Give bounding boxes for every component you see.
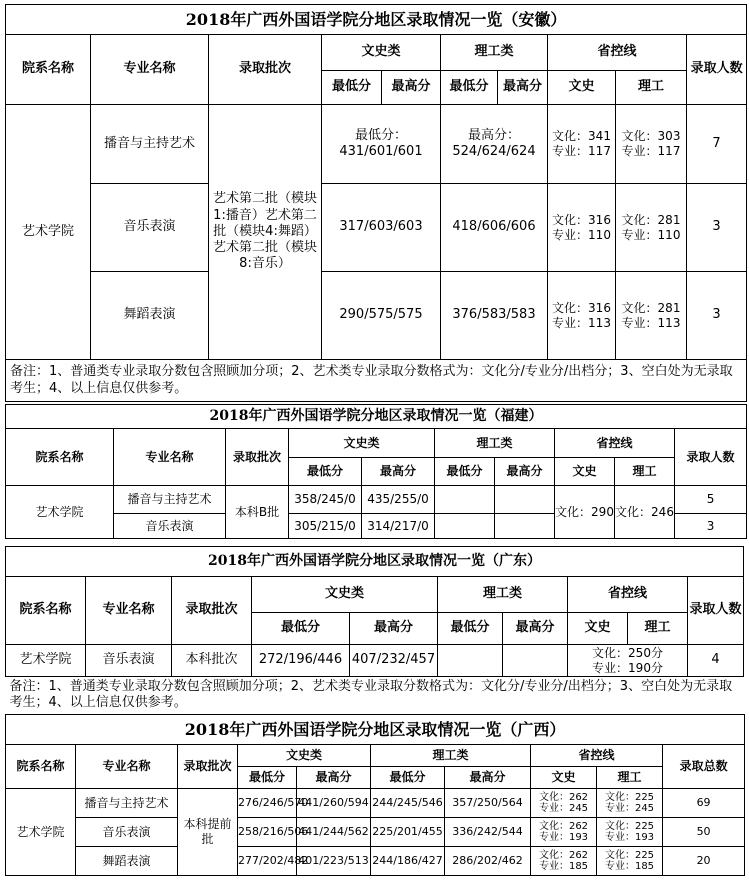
batch-cell: 本科B批 [226, 486, 289, 539]
ctrl-sci-cell: 文化：281 专业：110 [616, 184, 687, 272]
table-row [6, 486, 747, 514]
batch-cell: 本科批次 [172, 645, 252, 677]
header-batch: 录取批次 [172, 577, 252, 645]
count-cell: 20 [663, 847, 745, 876]
header-sci-min: 最低分 [441, 71, 498, 105]
arts-min-cell: 276/246/570 [238, 789, 297, 818]
table-guangxi [5, 714, 745, 876]
ctrl-arts-cell: 文化：341 专业：117 [548, 105, 616, 184]
ctrl-sci-cell: 文化：225 专业：185 [597, 847, 663, 876]
arts-max-cell: 435/255/0 [362, 486, 435, 514]
major-cell: 舞蹈表演 [76, 847, 178, 876]
table-anhui [5, 4, 747, 402]
header-sci-max: 最高分 [445, 767, 531, 789]
ctrl-sci-cell: 文化：225 专业：193 [597, 818, 663, 847]
header-sci-max: 最高分 [503, 613, 568, 645]
ctrl-arts-cell: 文化：316 专业：110 [548, 184, 616, 272]
header-arts-max: 最高分 [297, 767, 371, 789]
header-major: 专业名称 [114, 429, 226, 486]
table-fujian [5, 404, 747, 539]
sci-min-cell [438, 645, 503, 677]
footnote: 备注：1、普通类专业录取分数包含照顾加分项；2、艺术类专业录取分数格式为：文化分/专业分/出档分；3、空白处为无录取考生；4、以上信息仅供参考。 [9, 678, 733, 710]
count-cell: 3 [675, 514, 747, 539]
ctrl-arts-cell: 文化：262 专业：193 [531, 818, 597, 847]
header-batch: 录取批次 [226, 429, 289, 486]
ctrl-sci-cell: 文化：303 专业：117 [616, 105, 687, 184]
header-arts-max: 最高分 [362, 458, 435, 486]
arts-max-cell: 401/223/513 [297, 847, 371, 876]
table-title: 2018年广西外国语学院分地区录取情况一览（广东） [6, 547, 744, 577]
header-count: 录取人数 [688, 577, 744, 645]
arts-score-cell: 290/575/575 [322, 272, 441, 360]
ctrl-arts-cell: 文化：316 专业：113 [548, 272, 616, 360]
count-cell: 3 [687, 184, 747, 272]
header-count: 录取总数 [663, 745, 745, 789]
table-title: 2018年广西外国语学院分地区录取情况一览（安徽） [6, 5, 747, 35]
ctrl-sci-cell: 文化：225 专业：245 [597, 789, 663, 818]
header-ctrl-sci: 理工 [628, 613, 688, 645]
dept-cell: 艺术学院 [6, 789, 76, 876]
header-sci-max: 最高分 [498, 71, 548, 105]
sci-score-cell: 最高分：524/624/624 [441, 105, 548, 184]
header-major: 专业名称 [86, 577, 172, 645]
header-control-line: 省控线 [568, 577, 688, 613]
sci-max-cell: 286/202/462 [445, 847, 531, 876]
major-cell: 播音与主持艺术 [91, 105, 209, 184]
dept-cell: 艺术学院 [6, 486, 114, 539]
arts-max-cell: 407/232/457 [350, 645, 438, 677]
major-cell: 舞蹈表演 [91, 272, 209, 360]
header-major: 专业名称 [76, 745, 178, 789]
sci-min-cell: 244/186/427 [371, 847, 445, 876]
sci-score-cell: 376/583/583 [441, 272, 548, 360]
header-ctrl-sci: 理工 [615, 458, 675, 486]
arts-score-cell: 317/603/603 [322, 184, 441, 272]
sci-max-cell [503, 645, 568, 677]
header-arts: 文史类 [289, 429, 435, 458]
table-row [6, 847, 745, 876]
ctrl-merged-cell: 文化：250分 专业：190分 [568, 645, 688, 677]
major-cell: 音乐表演 [114, 514, 226, 539]
major-cell: 播音与主持艺术 [76, 789, 178, 818]
header-control-line: 省控线 [531, 745, 663, 767]
ctrl-arts-cell: 文化：290 [555, 486, 615, 539]
header-dept: 院系名称 [6, 429, 114, 486]
header-ctrl-sci: 理工 [597, 767, 663, 789]
count-cell: 69 [663, 789, 745, 818]
header-sci: 理工类 [371, 745, 531, 767]
major-cell: 播音与主持艺术 [114, 486, 226, 514]
footnote: 备注：1、普通类专业录取分数包含照顾加分项；2、艺术类专业录取分数格式为：文化分/专业分/出档分；3、空白处为无录取考生；4、以上信息仅供参考。 [6, 360, 747, 402]
header-batch: 录取批次 [178, 745, 238, 789]
header-count: 录取人数 [675, 429, 747, 486]
sci-score-cell: 418/606/606 [441, 184, 548, 272]
sci-max-cell [495, 514, 555, 539]
header-batch: 录取批次 [209, 35, 322, 105]
header-sci-max: 最高分 [495, 458, 555, 486]
ctrl-sci-cell: 文化：246 [615, 486, 675, 539]
header-ctrl-sci: 理工 [616, 71, 687, 105]
sci-min-cell: 225/201/455 [371, 818, 445, 847]
arts-min-cell: 258/216/506 [238, 818, 297, 847]
header-arts-min: 最低分 [322, 71, 382, 105]
header-sci-min: 最低分 [435, 458, 495, 486]
ctrl-arts-cell: 文化：262 专业：245 [531, 789, 597, 818]
header-sci: 理工类 [435, 429, 555, 458]
batch-cell: 本科提前批 [178, 789, 238, 876]
table-row [6, 645, 744, 677]
header-control-line: 省控线 [548, 35, 687, 71]
sci-max-cell [495, 486, 555, 514]
major-cell: 音乐表演 [86, 645, 172, 677]
header-sci: 理工类 [441, 35, 548, 71]
count-cell: 7 [687, 105, 747, 184]
sci-min-cell [435, 486, 495, 514]
dept-cell: 艺术学院 [6, 645, 86, 677]
header-control-line: 省控线 [555, 429, 675, 458]
major-cell: 音乐表演 [76, 818, 178, 847]
header-arts: 文史类 [252, 577, 438, 613]
table-row [6, 184, 747, 272]
dept-cell: 艺术学院 [6, 105, 91, 360]
table-row [6, 818, 745, 847]
count-cell: 5 [675, 486, 747, 514]
header-dept: 院系名称 [6, 35, 91, 105]
arts-min-cell: 277/202/482 [238, 847, 297, 876]
header-ctrl-arts: 文史 [531, 767, 597, 789]
table-row [6, 789, 745, 818]
sci-min-cell: 244/245/546 [371, 789, 445, 818]
table-guangdong [5, 546, 744, 713]
arts-min-cell: 272/196/446 [252, 645, 350, 677]
arts-min-cell: 358/245/0 [289, 486, 362, 514]
count-cell: 4 [688, 645, 744, 677]
major-cell: 音乐表演 [91, 184, 209, 272]
header-arts-max: 最高分 [350, 613, 438, 645]
header-sci: 理工类 [438, 577, 568, 613]
header-sci-min: 最低分 [371, 767, 445, 789]
arts-max-cell: 441/260/594 [297, 789, 371, 818]
table-row [6, 272, 747, 360]
arts-max-cell: 441/244/562 [297, 818, 371, 847]
ctrl-arts-cell: 文化：262 专业：185 [531, 847, 597, 876]
table-title: 2018年广西外国语学院分地区录取情况一览（广西） [6, 715, 745, 745]
count-cell: 50 [663, 818, 745, 847]
arts-min-cell: 305/215/0 [289, 514, 362, 539]
header-major: 专业名称 [91, 35, 209, 105]
header-arts: 文史类 [322, 35, 441, 71]
header-arts-max: 最高分 [382, 71, 441, 105]
count-cell: 3 [687, 272, 747, 360]
sci-max-cell: 336/242/544 [445, 818, 531, 847]
header-count: 录取人数 [687, 35, 747, 105]
table-row [6, 105, 747, 184]
header-ctrl-arts: 文史 [568, 613, 628, 645]
ctrl-sci-cell: 文化：281 专业：113 [616, 272, 687, 360]
sci-min-cell [435, 514, 495, 539]
batch-cell: 艺术第二批（模块1:播音）艺术第二批（模块4:舞蹈）艺术第二批（模块8:音乐） [209, 105, 322, 360]
header-dept: 院系名称 [6, 577, 86, 645]
header-arts-min: 最低分 [252, 613, 350, 645]
header-arts-min: 最低分 [289, 458, 362, 486]
header-sci-min: 最低分 [438, 613, 503, 645]
arts-max-cell: 314/217/0 [362, 514, 435, 539]
header-ctrl-arts: 文史 [548, 71, 616, 105]
header-dept: 院系名称 [6, 745, 76, 789]
header-arts-min: 最低分 [238, 767, 297, 789]
header-ctrl-arts: 文史 [555, 458, 615, 486]
table-title: 2018年广西外国语学院分地区录取情况一览（福建） [6, 405, 747, 429]
header-arts: 文史类 [238, 745, 371, 767]
sci-max-cell: 357/250/564 [445, 789, 531, 818]
arts-score-cell: 最低分：431/601/601 [322, 105, 441, 184]
